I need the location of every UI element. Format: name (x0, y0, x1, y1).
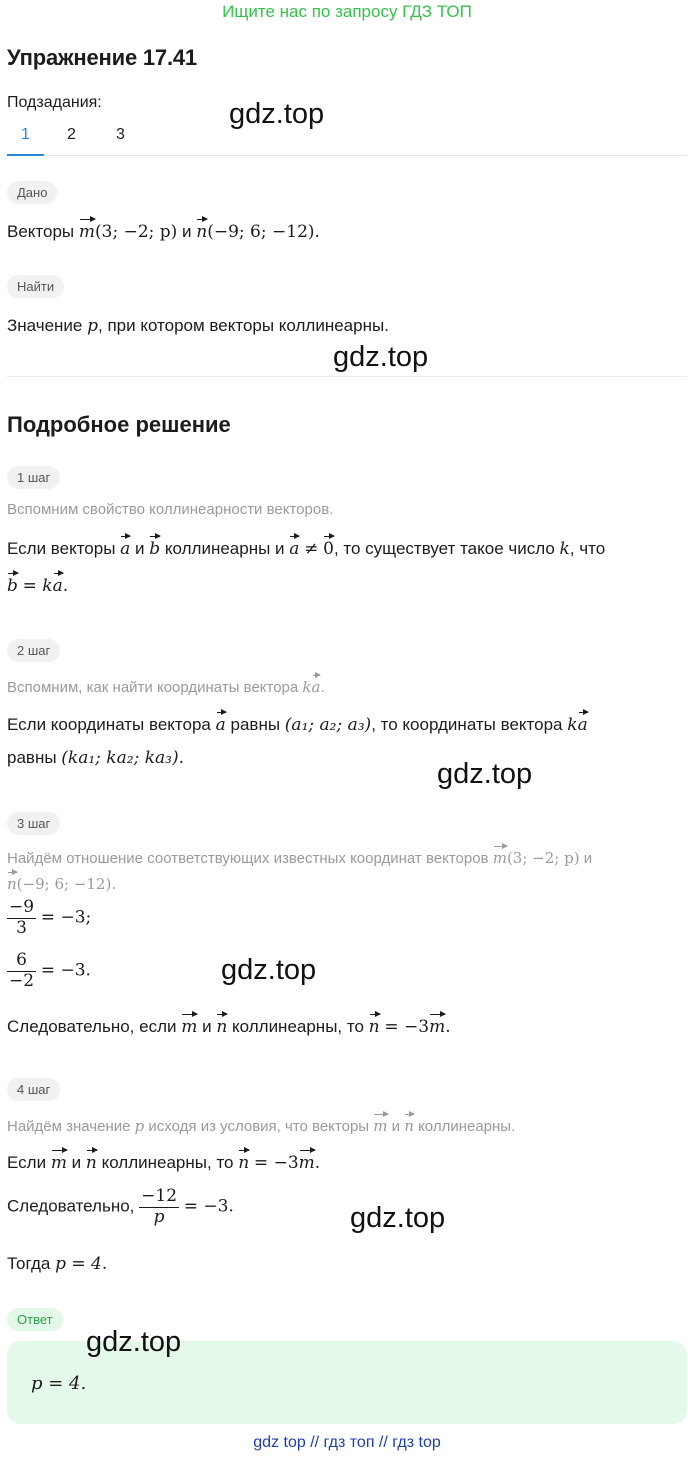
watermark: gdz.top (437, 758, 533, 790)
step-3-conclusion: Следовательно, если m и n коллинеарны, то n = −3m. (7, 1013, 451, 1037)
tab-3[interactable]: 3 (116, 126, 125, 143)
step-4-line2: Следовательно, $\frac{-12}{p}$ = −3. (7, 1186, 234, 1227)
step-3-hint-1: Найдём отношение соответствующих известных координат векторов m(3; −2; p) и (7, 845, 592, 867)
page-title: Упражнение 17.41 (7, 45, 197, 70)
answer-badge: Ответ (7, 1308, 63, 1331)
step-4-hint: Найдём значение p исходя из условия, что векторы m и n коллинеарны. (7, 1113, 515, 1135)
find-text: Значение p, при котором векторы коллинеарны. (7, 316, 389, 336)
subtask-tabs (7, 126, 687, 156)
vector-m: m (79, 218, 95, 241)
watermark: gdz.top (333, 341, 429, 373)
step-3-fraction-1: $\frac{-9}{3}$ = −3; (9, 897, 92, 938)
step-4-line3: Тогда p = 4. (7, 1254, 108, 1274)
tab-1[interactable]: 1 (7, 126, 44, 156)
step-3-badge: 3 шаг (7, 812, 60, 835)
step-1-badge: 1 шаг (7, 466, 60, 489)
watermark: gdz.top (86, 1326, 182, 1358)
step-1-line1: Если векторы a и b коллинеарны и a ≠ 0, то существует такое число k, что (7, 535, 605, 559)
step-1-hint: Вспомним свойство коллинеарности векторов. (7, 501, 334, 518)
given-badge: Дано (7, 181, 57, 204)
step-3-fraction-2: $\frac{6}{-2}$ = −3. (9, 950, 91, 991)
solution-title: Подробное решение (7, 412, 231, 437)
search-banner[interactable]: Ищите нас по запросу ГДЗ ТОП (222, 2, 472, 21)
subtasks-label: Подзадания: (7, 94, 102, 111)
step-3-hint-2: n(−9; 6; −12). (7, 871, 116, 893)
step-2-hint: Вспомним, как найти координаты вектора ka. (7, 674, 325, 696)
watermark: gdz.top (221, 954, 317, 986)
step-4-line1: Если m и n коллинеарны, то n = −3m. (7, 1149, 320, 1173)
given-text: Векторы m(3; −2; p) и n(−9; 6; −12). (7, 218, 320, 242)
find-badge: Найти (7, 275, 64, 298)
vector-n: n (196, 218, 207, 241)
divider (7, 376, 687, 377)
footer-links[interactable]: gdz top // гдз топ // гдз top (253, 1434, 441, 1451)
watermark: gdz.top (229, 98, 325, 130)
step-2-badge: 2 шаг (7, 639, 60, 662)
step-4-badge: 4 шаг (7, 1078, 60, 1101)
step-2-line2: равны (ka₁; ka₂; ka₃). (7, 748, 184, 768)
step-2-line1: Если координаты вектора a равны (a₁; a₂; a₃), то координаты вектора ka (7, 711, 588, 735)
tab-2[interactable]: 2 (67, 126, 76, 143)
answer-text: p = 4. (31, 1373, 87, 1394)
step-1-line2: b = ka. (7, 572, 68, 596)
watermark: gdz.top (350, 1202, 446, 1234)
